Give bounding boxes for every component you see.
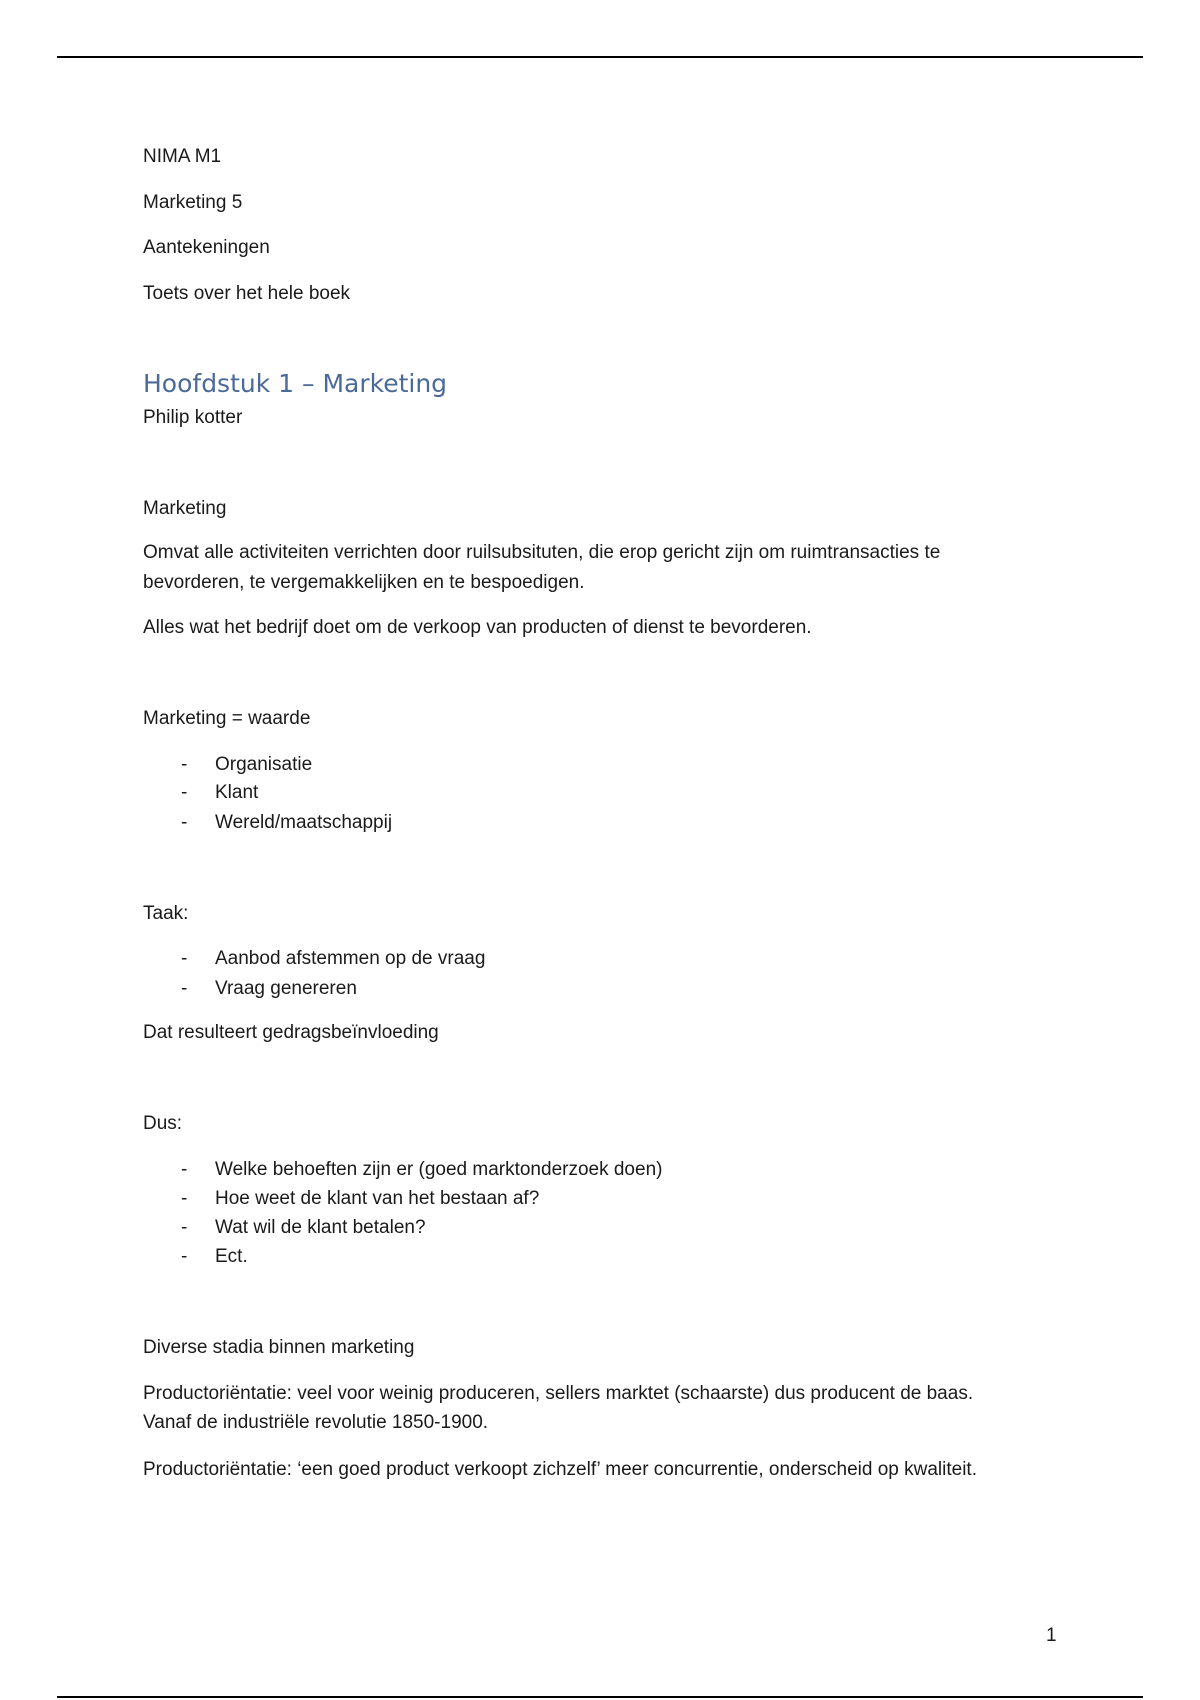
marketing-summary: Alles wat het bedrijf doet om de verkoop van producten of dienst te bevorderen. (143, 617, 812, 638)
page-number: 1 (1046, 1625, 1057, 1646)
list-item-text: Hoe weet de klant van het bestaan af? (215, 1188, 540, 1209)
list-item-text: Klant (215, 782, 259, 803)
waarde-label: Marketing = waarde (143, 708, 311, 729)
dus-label: Dus: (143, 1113, 183, 1134)
bullet-dash: - (181, 948, 188, 969)
stadia-paragraph-1-line-1: Productoriëntatie: veel voor weinig produceren, sellers marktet (schaarste) dus producent de baas. (143, 1383, 974, 1404)
list-item-text: Wereld/maatschappij (215, 812, 393, 833)
header-line-course: NIMA M1 (143, 146, 222, 167)
taak-label: Taak: (143, 903, 189, 924)
bullet-dash: - (181, 978, 188, 999)
stadia-paragraph-1-line-2: Vanaf de industriële revolutie 1850-1900. (143, 1412, 489, 1433)
bullet-dash: - (181, 1188, 188, 1209)
marketing-definition-line-2: bevorderen, te vergemakkelijken en te bespoedigen. (143, 572, 585, 593)
list-item-text: Aanbod afstemmen op de vraag (215, 948, 486, 969)
header-line-module: Marketing 5 (143, 192, 243, 213)
footer-rule (57, 1696, 1143, 1698)
stadia-label: Diverse stadia binnen marketing (143, 1337, 415, 1358)
bullet-dash: - (181, 782, 188, 803)
bullet-dash: - (181, 1246, 188, 1267)
marketing-label: Marketing (143, 498, 227, 519)
list-item-text: Ect. (215, 1246, 248, 1267)
header-rule (57, 56, 1143, 58)
list-item-text: Wat wil de klant betalen? (215, 1217, 426, 1238)
list-item-text: Vraag genereren (215, 978, 357, 999)
stadia-paragraph-2: Productoriëntatie: ‘een goed product verkoopt zichzelf’ meer concurrentie, onderscheid op kwaliteit. (143, 1459, 977, 1480)
header-line-notes: Aantekeningen (143, 237, 270, 258)
header-line-exam: Toets over het hele boek (143, 283, 351, 304)
chapter-author: Philip kotter (143, 407, 243, 428)
marketing-definition-line-1: Omvat alle activiteiten verrichten door ruilsubsituten, die erop gericht zijn om ruimtransacties te (143, 542, 941, 563)
bullet-dash: - (181, 812, 188, 833)
list-item-text: Welke behoeften zijn er (goed marktonderzoek doen) (215, 1159, 663, 1180)
list-item-text: Organisatie (215, 754, 313, 775)
chapter-heading: Hoofdstuk 1 – Marketing (143, 369, 448, 398)
taak-result: Dat resulteert gedragsbeïnvloeding (143, 1022, 439, 1043)
bullet-dash: - (181, 1217, 188, 1238)
bullet-dash: - (181, 1159, 188, 1180)
bullet-dash: - (181, 754, 188, 775)
